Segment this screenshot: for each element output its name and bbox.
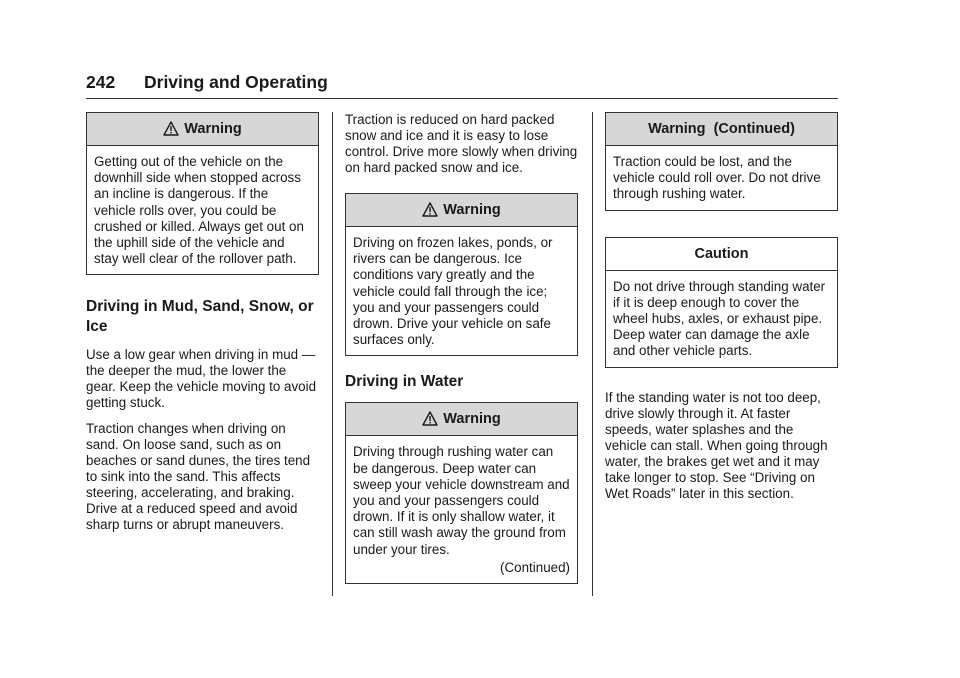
paragraph: Use a low gear when driving in mud — the deeper the mud, the lower the gear. Keep the vehicle moving to avoid getting stuck. (86, 347, 317, 411)
caution-body (606, 271, 837, 367)
warning-header (346, 403, 577, 436)
warning-box-frozen-lakes (345, 193, 578, 356)
warning-triangle-icon (163, 121, 179, 136)
warning-box-continued (605, 112, 838, 211)
warning-header: Warning (Continued) (606, 113, 837, 146)
paragraph: Traction changes when driving on sand. On loose sand, such as on beaches or sand dunes, the tires tend to sink into the sand. This affects steering, accelerating, and braking. Drive at a reduced speed and avoid sharp turns or abrupt maneuvers. (86, 421, 311, 533)
warning-triangle-icon (422, 202, 438, 217)
warning-title: Warning (443, 202, 501, 218)
warning-text: Driving through rushing water can be dangerous. Deep water can sweep your vehicle downstream and you and your passengers could drown. If it is only shallow water, it can still wash away the ground from under your tires. (353, 444, 570, 557)
column-3 (605, 112, 838, 512)
warning-text: Getting out of the vehicle on the downhill side when stopped across an incline is dangerous. If the vehicle rolls over, you could be crushed or killed. Always get out on the uphill side of the vehicle and stay well clear of the rollover path. (94, 154, 304, 267)
page-header (86, 72, 328, 93)
warning-title: Warning (184, 121, 242, 137)
continued-label: (Continued) (500, 559, 570, 575)
warning-body (346, 227, 577, 355)
warning-title: Warning (443, 411, 501, 428)
page-number: 242 (86, 72, 116, 92)
warning-body (87, 146, 318, 274)
column-1 (86, 112, 319, 543)
warning-text: Driving on frozen lakes, ponds, or rivers can be dangerous. Ice conditions vary greatly and the vehicle could fall through the ice; you and your passengers could drown. Drive your vehicle on safe surfaces only. (353, 235, 553, 348)
column-2 (345, 112, 578, 600)
warning-triangle-icon (422, 411, 438, 426)
warning-body (606, 146, 837, 210)
column-divider-2 (592, 112, 593, 596)
warning-header (87, 113, 318, 146)
warning-box-rushing-water (345, 402, 578, 584)
warning-body (346, 436, 577, 583)
caution-text: Do not drive through standing water if it is deep enough to cover the wheel hubs, axles, or exhaust pipe. Deep water can damage the axle and other vehicle parts. (613, 278, 826, 359)
section-heading-driving-in-water: Driving in Water (345, 373, 464, 391)
paragraph: Traction is reduced on hard packed snow and ice and it is easy to lose control. Drive more slowly when driving on hard packed snow and ice. (345, 112, 578, 175)
warning-text: Traction could be lost, and the vehicle could roll over. Do not drive through rushing water. (613, 154, 821, 202)
warning-box-rollover (86, 112, 319, 275)
column-divider-1 (332, 112, 333, 596)
warning-header (346, 194, 577, 227)
section-title: Driving and Operating (144, 72, 328, 92)
header-rule (86, 98, 838, 99)
caution-header: Caution (606, 238, 837, 271)
caution-box (605, 237, 838, 368)
section-heading-mud-sand: Driving in Mud, Sand, Snow, or Ice (86, 298, 314, 336)
paragraph: If the standing water is not too deep, drive slowly through it. At faster speeds, water splashes and the vehicle can stall. When going through water, the brakes get wet and it may take longer to stop. See “Driving on Wet Roads” later in this section. (605, 389, 828, 501)
